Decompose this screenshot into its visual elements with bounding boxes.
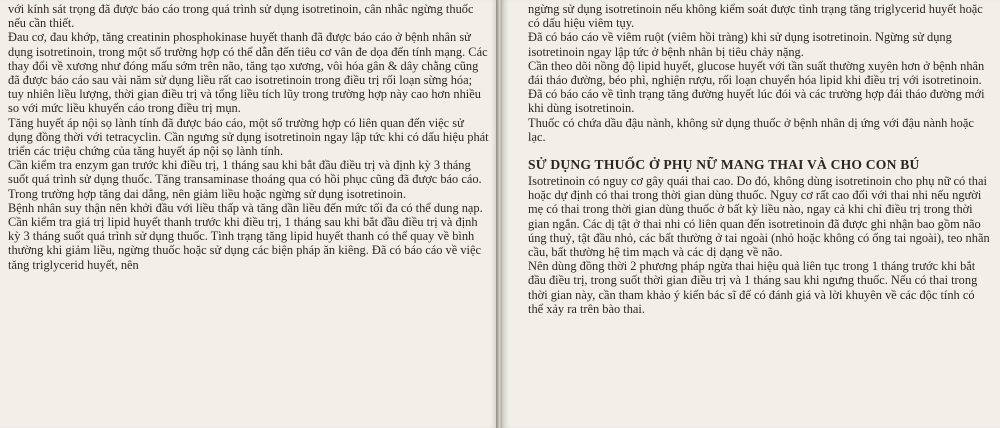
paragraph: với kính sát trọng đã được báo cáo trong quá trình sử dụng isotretinoin, cân nhắc ngừng thuốc nếu cần thiết. (8, 2, 474, 31)
section-heading: SỬ DỤNG THUỐC Ở PHỤ NỮ MANG THAI VÀ CHO CON BÚ (528, 157, 920, 173)
paragraph: Đã có báo cáo về viêm ruột (viêm hồi tràng) khi sử dụng isotretinoin. Ngừng sử dụng isotretinoin ngay lập tức ở bệnh nhân bị tiêu chảy nặng. (528, 30, 952, 59)
paragraph: ngừng sử dụng isotretinoin nếu không kiểm soát được tình trạng tăng triglycerid huyết hoặc có dấu hiệu viêm tụy. (528, 2, 983, 31)
paragraph: Đau cơ, đau khớp, tăng creatinin phosphokinase huyết thanh đã được báo cáo ở bệnh nhân sử dụng isotretinoin, trong một số trường hợp có thể dẫn đến tiêu cơ vân đe dọa đến tính mạng. Các thay đổi về xương như đóng mấu sớm trên não, tăng tạo xương, vôi hóa gân & dây chằng cũng đã được báo cáo sau vài năm sử dụng liều rất cao isotretinoin trong điều trị rối loạn sừng hóa; tuy nhiên liều lượng, thời gian điều trị và tổng liều tích lũy trong trường hợp này cao hơn nhiều so với mức liều khuyến cáo trong điều trị mụn. (8, 30, 488, 116)
paragraph: Isotretinoin có nguy cơ gây quái thai cao. Do đó, không dùng isotretinoin cho phụ nữ có thai hoặc dự định có thai trong thời gian dùng thuốc. Nguy cơ rất cao đối với thai nhi nếu người mẹ có thai trong thời gian dùng thuốc ở bất kỳ liều nào, ngay cả khi chỉ điều trị trong thời gian ngắn. Các dị tật ở thai nhi có liên quan đến isotretinoin đã được ghi nhận bao gồm não úng thuỷ, tật đầu nhỏ, các bất thường ở tai ngoài (nhỏ hoặc không có ống tai ngoài), teo nhãn cầu, bất thường hệ tim mạch và các dị dạng về não. (528, 174, 990, 260)
paragraph: Tăng huyết áp nội sọ lành tính đã được báo cáo, một số trường hợp có liên quan đến việc sử dụng đồng thời với tetracyclin. Cần ngưng sử dụng isotretinoin ngay lập tức khi có dấu hiệu phát triển các triệu chứng của tăng huyết áp nội sọ lành tính. (8, 115, 489, 159)
paragraph: Cần kiểm tra enzym gan trước khi điều trị, 1 tháng sau khi bắt đầu điều trị và định kỳ 3 tháng suốt quá trình sử dụng thuốc. Tăng transaminase thoáng qua có hồi phục cũng đã được báo cáo. Trong trường hợp tăng dai dẳng, nên giảm liều hoặc ngừng sử dụng isotretinoin. (8, 158, 482, 201)
right-page (502, 0, 1000, 428)
paragraph: Cần theo dõi nồng độ lipid huyết, glucose huyết với tần suất thường xuyên hơn ở bệnh nhân đái tháo đường, béo phì, nghiện rượu, rối loạn chuyển hóa lipid khi điều trị với isotretinoin. Đã có báo cáo về tình trạng tăng đường huyết lúc đói và các trường hợp đái tháo đường mới khi dùng isotretinoin. (528, 58, 985, 116)
paragraph: Nên dùng đồng thời 2 phương pháp ngừa thai hiệu quả liên tục trong 1 tháng trước khi bắt đầu điều trị, trong suốt thời gian điều trị và 1 tháng sau khi ngưng thuốc. Nếu có thai trong thời gian này, cần tham khảo ý kiến bác sĩ để có đánh giá và lời khuyên về các độc tính có thể xảy ra trên bào thai. (528, 259, 978, 316)
right-column (528, 2, 990, 316)
paragraph: Bệnh nhân suy thận nên khởi đầu với liều thấp và tăng dần liều đến mức tối đa có thể dung nạp. (8, 200, 483, 215)
paragraph: Cần kiểm tra giá trị lipid huyết thanh trước khi điều trị, 1 tháng sau khi bắt đầu điều trị và định kỳ 3 tháng suốt quá trình sử dụng thuốc. Tình trạng tăng lipid huyết thanh có thể quay về bình thường khi giảm liều, ngừng thuốc hoặc sử dụng các biện pháp ăn kiêng. Đã có báo cáo về việc tăng triglycerid huyết, nên (8, 215, 481, 272)
paragraph: Thuốc có chứa dầu đậu nành, không sử dụng thuốc ở bệnh nhân dị ứng với đậu nành hoặc lạc. (528, 115, 974, 144)
left-page (0, 0, 498, 428)
left-column (8, 2, 490, 272)
